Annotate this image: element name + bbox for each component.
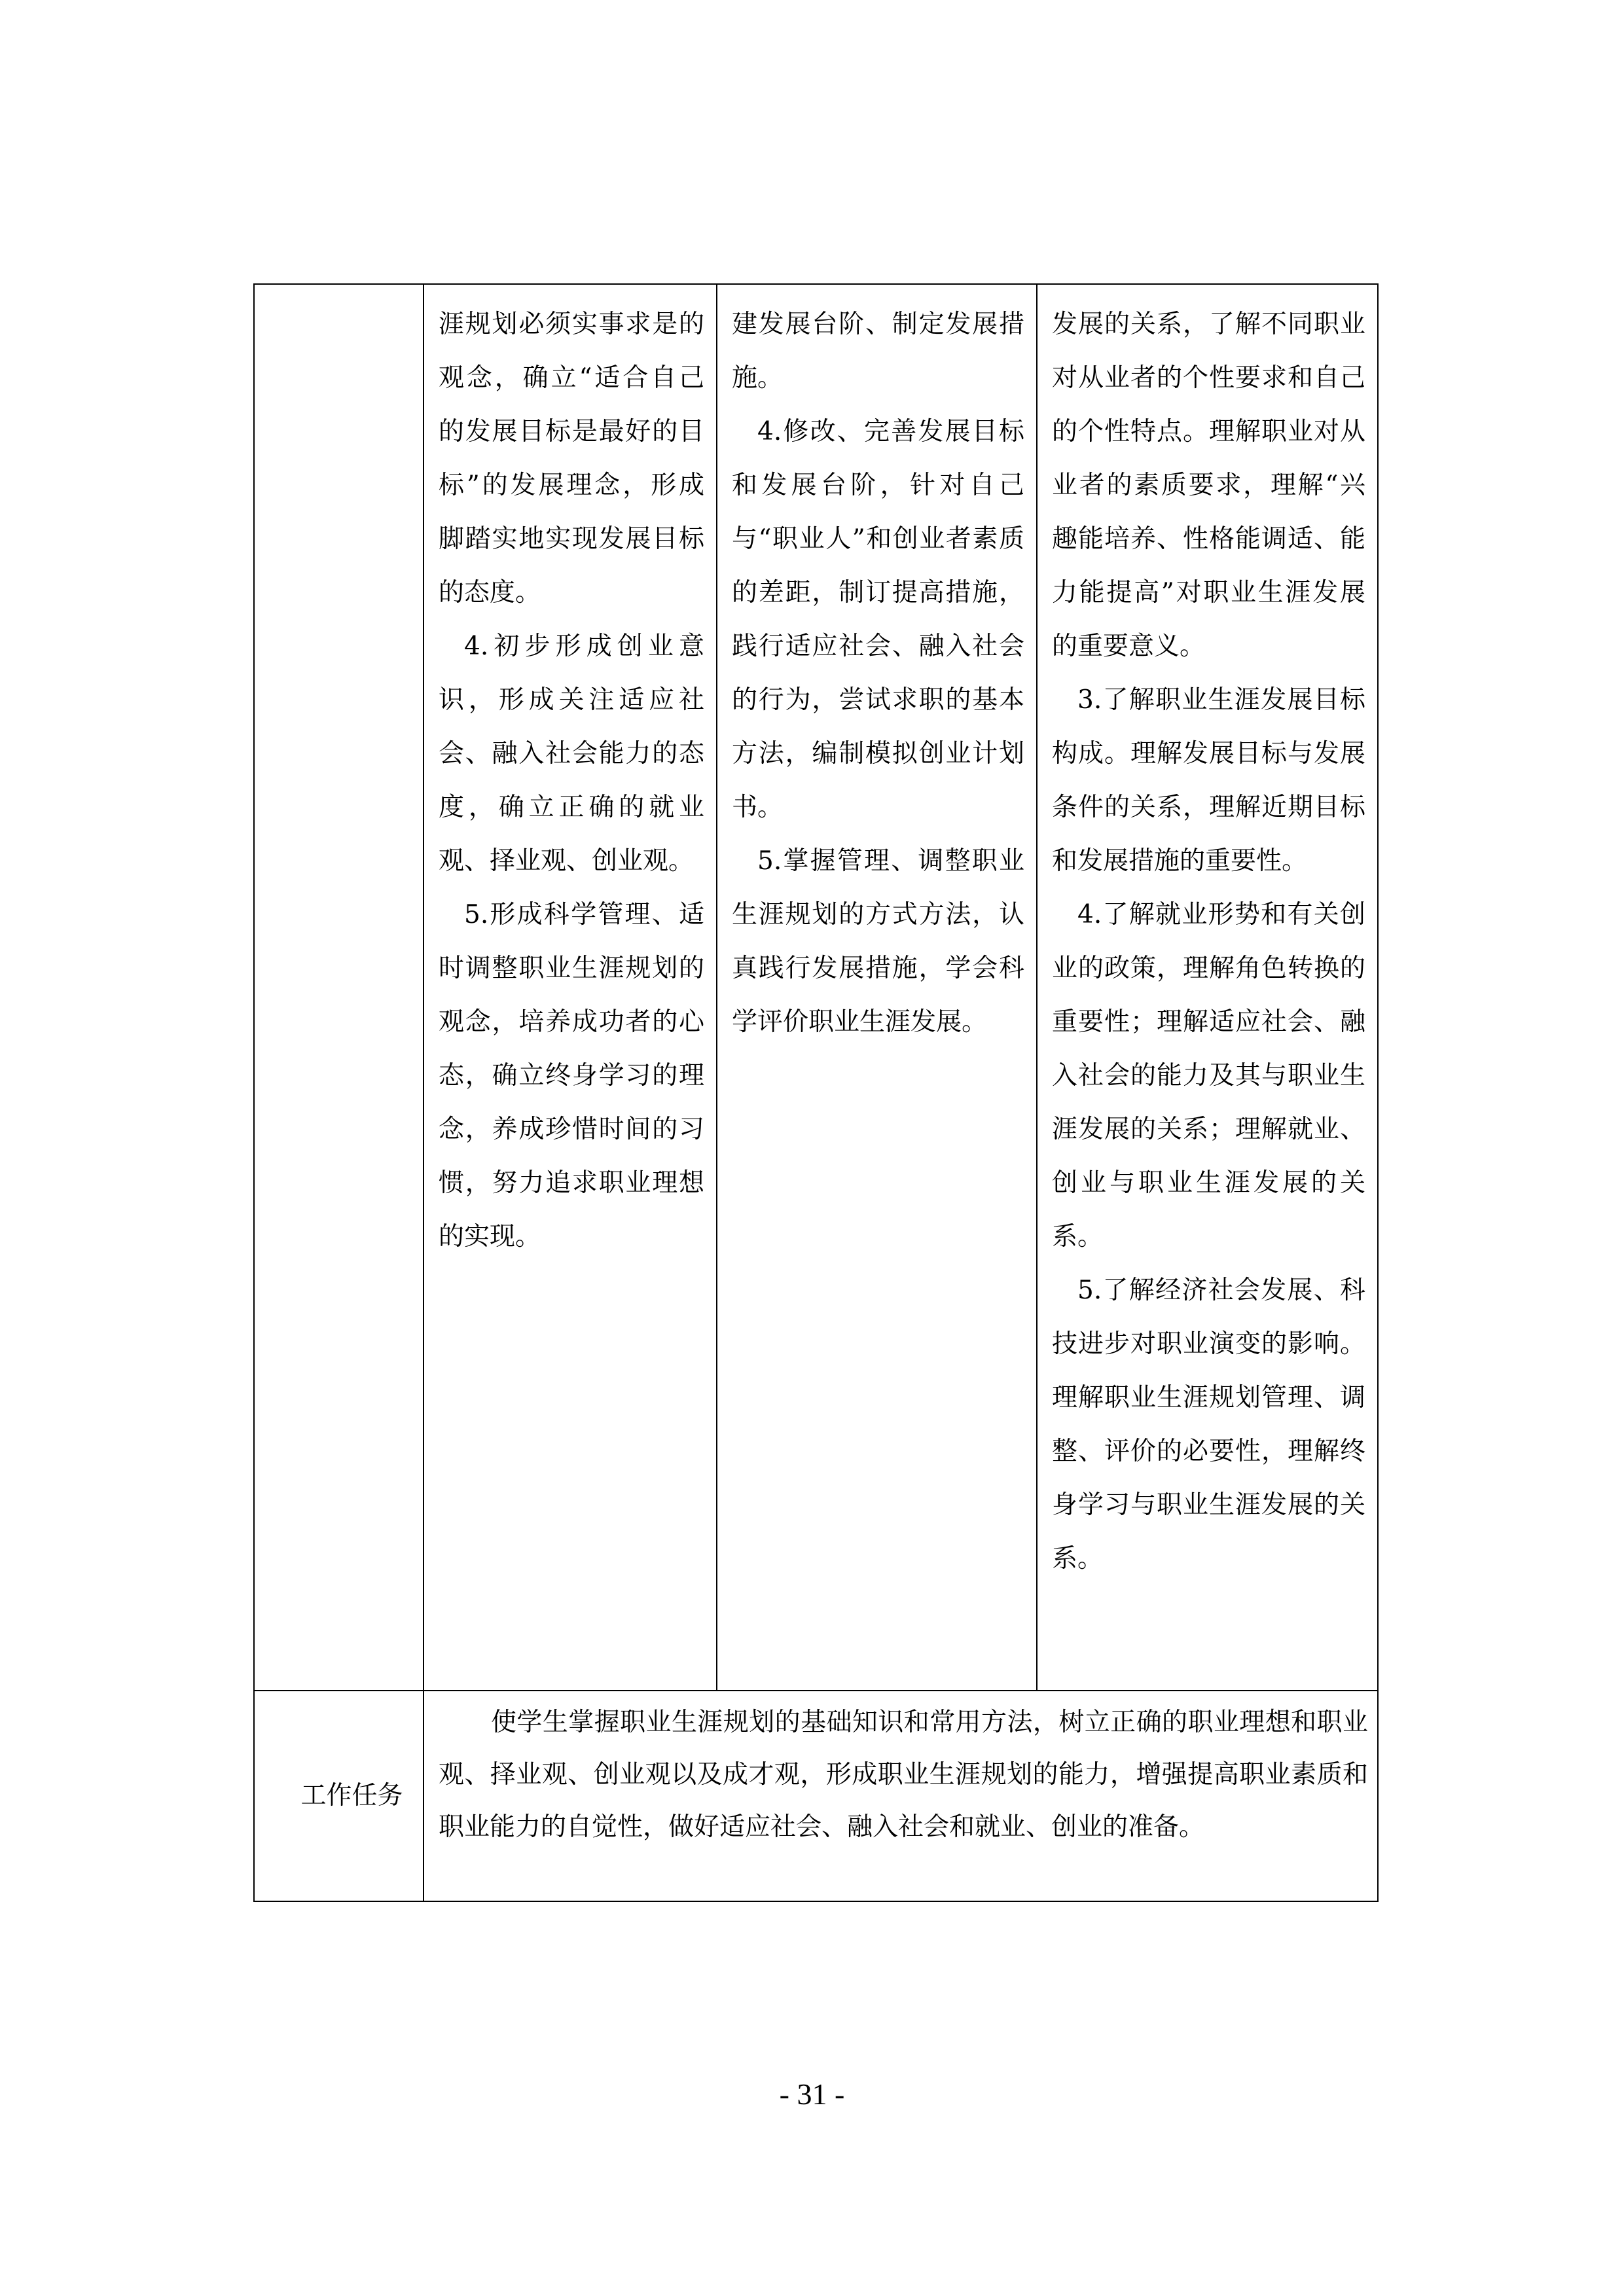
knowledge-goal-paragraph: 5.了解经济社会发展、科技进步对职业演变的影响。理解职业生涯规划管理、调整、评价的必要性，理解终身学习与职业生涯发展的关系。: [1052, 1276, 1365, 1573]
skill-goal-paragraph: 建发展台阶、制定发展措施。: [732, 310, 1024, 393]
attitude-goal-paragraph: 涯规划必须实事求是的观念，确立“适合自己的发展目标是最好的目标”的发展理念，形成脚踏实地实现发展目标的态度。: [439, 310, 704, 607]
page-number: - 31 -: [779, 2077, 845, 2111]
table-row-continuation: [254, 284, 1378, 1691]
attitude-goal-paragraph: 4.初步形成创业意识，形成关注适应社会、融入社会能力的态度，确立正确的就业观、择业观、创业观。: [439, 632, 704, 876]
skill-goal-paragraph: 5.掌握管理、调整职业生涯规划的方式方法，认真践行发展措施，学会科学评价职业生涯发展。: [732, 846, 1024, 1037]
table-cell-category: [254, 284, 424, 1691]
category-text: [255, 285, 423, 314]
attitude-goal-paragraph: 5.形成科学管理、适时调整职业生涯规划的观念，培养成功者的心态，确立终身学习的理念，养成珍惜时间的习惯，努力追求职业理想的实现。: [439, 900, 704, 1251]
work-task-label: 工作任务: [254, 1691, 424, 1901]
knowledge-goal-paragraph: 发展的关系，了解不同职业对从业者的个性要求和自己的个性特点。理解职业对从业者的素质要求，理解“兴趣能培养、性格能调适、能力能提高”对职业生涯发展的重要意义。: [1052, 310, 1365, 661]
table-cell-knowledge-goals: [1037, 284, 1378, 1691]
table-cell-work-task: [424, 1691, 1378, 1901]
skill-goal-paragraph: 4.修改、完善发展目标和发展台阶，针对自己与“职业人”和创业者素质的差距，制订提高措施，践行适应社会、融入社会的行为，尝试求职的基本方法，编制模拟创业计划书。: [732, 417, 1024, 822]
table-row-work-task: [254, 1691, 1378, 1901]
table-cell-skill-goals: [717, 284, 1037, 1691]
work-task-text: 使学生掌握职业生涯规划的基础知识和常用方法，树立正确的职业理想和职业观、择业观、创业观以及成才观，形成职业生涯规划的能力，增强提高职业素质和职业能力的自觉性，做好适应社会、融入社会和就业、创业的准备。: [439, 1708, 1368, 1842]
curriculum-table: [253, 283, 1379, 1902]
table-cell-attitude-goals: [424, 284, 717, 1691]
knowledge-goal-paragraph: 3.了解职业生涯发展目标构成。理解发展目标与发展条件的关系，理解近期目标和发展措施的重要性。: [1052, 685, 1365, 876]
knowledge-goal-paragraph: 4.了解就业形势和有关创业的政策，理解角色转换的重要性；理解适应社会、融入社会的能力及其与职业生涯发展的关系；理解就业、创业与职业生涯发展的关系。: [1052, 900, 1365, 1251]
